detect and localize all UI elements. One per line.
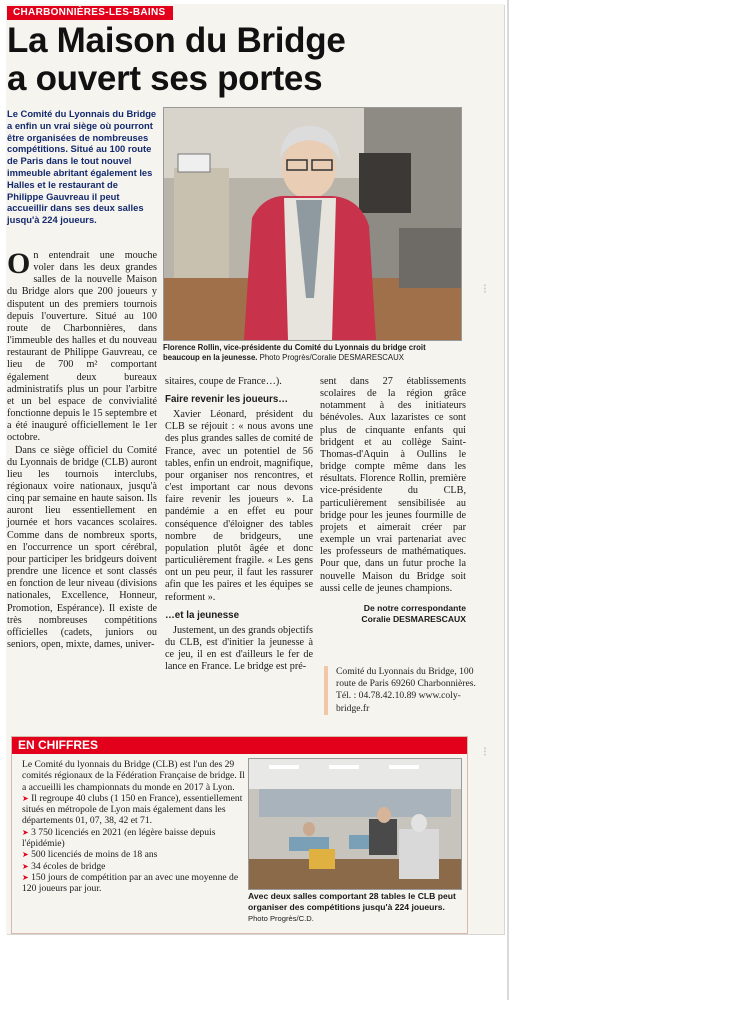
subhead-joueurs: Faire revenir les joueurs… xyxy=(165,394,289,406)
hall-photo-illustration xyxy=(249,759,461,889)
en-chiffres-text xyxy=(22,759,250,895)
adjacent-article-bleed xyxy=(409,0,505,66)
chiffres-item: ➤ 150 jours de compétition par an avec une moyenne de 120 joueurs par jour. xyxy=(22,871,239,895)
article-column-1 xyxy=(7,247,157,651)
scan-mark: ⁝ xyxy=(482,744,488,759)
en-chiffres-title: EN CHIFFRES xyxy=(18,738,99,752)
hall-caption-text: Avec deux salles comportant 28 tables le CLB peut organiser des compétitions jusqu'à 224 joueurs. xyxy=(248,891,456,912)
en-chiffres-intro: Le Comité du lyonnais du Bridge (CLB) est l'un des 29 comités régionaux de la Fédération Française de bridge. Il a accueilli les championnats du monde en 2017 à Lyon. xyxy=(22,759,245,793)
col1-paragraph-2: Dans ce siège officiel du Comité du Lyonnais de bridge (CLB) auront lieu les tournois interclubs, régionaux voire nationaux, jusqu'à cinq par semaine en haute saison. Ils auront lieu essentiellement en journée et hors vacances scolaires. Comme dans de nombreux sports, en l'occurrence un sport cérébral, pour participer les bridgeurs doivent prendre une licence et sont classés en fonction de leur niveau (divisions nationales, Excellence, Honneur, Promotion, Espérance). Il existe de très nombreuses compétitions officielles (cadets, juniors ou seniors, open, mixte, dames, univer- xyxy=(7,444,157,650)
col3-paragraph-1: sent dans 27 établissements scolaires de la région grâce notamment à des initiateurs bénévoles. Aux lazaristes ce sont plus de cinquante enfants qui bridgent et au collège Saint-Thomas-d'Aquin à Oullins le bridge compte même dans les résultats. Florence Rollin, première vice-présidente du CLB, particulièrement sensibilisée au bridge pour les jeunes fourmille de projets et aimerait créer par exemple un vrai partenariat avec les professeurs de mathématiques. Pour que, dans un futur proche la nouvelle Maison du Bridge soit aussi celle de jeunes champions. xyxy=(320,376,466,594)
col2-paragraph-0: sitaires, coupe de France…). xyxy=(165,376,282,387)
col2-paragraph-2: Justement, un des grands objectifs du CLB, est d'initier la jeunesse à ce jeu, il en est d'ailleurs le fer de lance en France. Le bridge est pré- xyxy=(165,624,313,673)
portrait-photo-illustration xyxy=(164,108,461,340)
headline-line-2: a ouvert ses portes xyxy=(7,59,323,98)
arrow-icon: ➤ xyxy=(22,872,29,882)
chiffres-item: ➤ 500 licenciés de moins de 18 ans xyxy=(22,849,158,861)
chiffres-item: ➤ 34 écoles de bridge xyxy=(22,860,106,872)
en-chiffres-box xyxy=(11,736,468,934)
portrait-caption xyxy=(163,343,463,363)
byline-author: Coralie DESMARESCAUX xyxy=(361,613,466,624)
arrow-icon: ➤ xyxy=(22,793,29,803)
byline xyxy=(320,603,466,625)
article-lead: Le Comité du Lyonnais du Bridge a enfin un vrai siège où pourront être organisées de nombreuses compétitions. Situé au 100 route de Paris dans le tout nouvel immeuble abritant également les Halles et le restaurant de Philippe Gauvreau il peut accueillir dans ses deux salles jusqu'à 224 joueurs. xyxy=(7,108,157,226)
hall-caption xyxy=(248,891,462,925)
portrait-credit: Photo Progrès/Coralie DESMARESCAUX xyxy=(257,353,404,362)
hall-credit: Photo Progrès/C.D. xyxy=(248,914,314,924)
article-column-3 xyxy=(320,376,466,625)
drop-cap: O xyxy=(7,247,31,280)
headline-line-1: La Maison du Bridge xyxy=(7,21,346,60)
arrow-icon: ➤ xyxy=(22,861,29,871)
byline-role: De notre correspondante xyxy=(363,602,466,613)
contact-box: Comité du Lyonnais du Bridge, 100 route de Paris 69260 Charbonnières. Tél. : 04.78.42.10.89 www.coly-bridge.fr xyxy=(324,666,476,715)
portrait-caption-text: Florence Rollin, vice-présidente du Comité du Lyonnais du bridge croit beaucoup en la jeunesse. xyxy=(163,343,426,362)
hall-photo xyxy=(248,758,462,890)
portrait-photo xyxy=(163,107,462,341)
article-column-2 xyxy=(165,376,313,673)
chiffres-item: ➤ Il regroupe 40 clubs (1 150 en France), essentiellement situés en métropole de Lyon mais également dans les départements 01, 07, 38, 42 et 71. xyxy=(22,792,243,827)
subhead-jeunesse: …et la jeunesse xyxy=(165,609,240,621)
chiffres-item: ➤ 3 750 licenciés en 2021 (en légère baisse depuis l'épidémie) xyxy=(22,826,216,850)
location-tag: CHARBONNIÈRES-LES-BAINS xyxy=(7,6,173,20)
headline xyxy=(7,22,346,98)
col2-paragraph-1: Xavier Léonard, président du CLB se réjouit : « nous avons une des plus grandes salles de comité de France, avec un potentiel de 56 tables, enfin un endroit, magnifique, pour organiser nos rencontres, et c'est important car nous devons faire revenir les joueurs ». La pandémie a en effet eu pour conséquence d'éloigner des tables nombre de bridgeurs, une population plutôt âgée et donc particulièrement fragile. « Les gens ont un peu peur, il faut les rassurer afin que les paires et les équipes se reforment ». xyxy=(165,409,313,603)
en-chiffres-header xyxy=(12,737,467,754)
scan-edge xyxy=(507,0,509,1000)
scan-mark: ⁝ xyxy=(482,281,488,296)
arrow-icon: ➤ xyxy=(22,850,29,860)
arrow-icon: ➤ xyxy=(22,827,29,837)
col1-paragraph-1: n entendrait une mouche voler dans les deux grandes salles de la nouvelle Maison du Bridge alors que 200 joueurs y disputent un des premiers tournois depuis l'ouverture. Situé au 100 route de Charbonnières, dans l'immeuble des halles et du nouveau restaurant de Philippe Gauvreau, ce lieu de 700 m² comportant également deux bureaux administratifs plus un pour l'arbitre et un bel espace de convivialité fonctionne depuis le 15 septembre et a été inauguré officiellement le 1er octobre. xyxy=(7,250,157,444)
